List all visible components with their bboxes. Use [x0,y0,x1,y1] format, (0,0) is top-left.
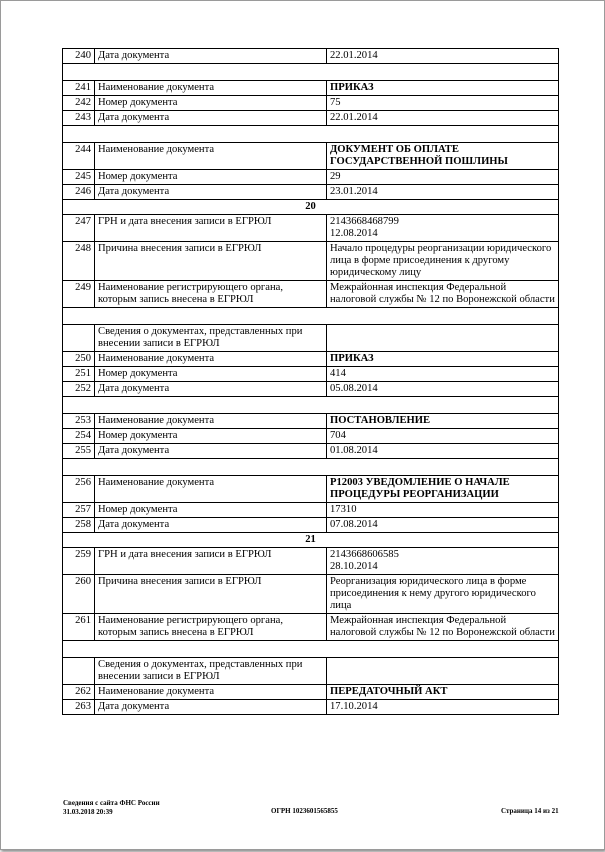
row-number: 250 [63,352,95,367]
row-value: 22.01.2014 [327,111,559,126]
row-value: 414 [327,367,559,382]
row-number: 263 [63,700,95,715]
table-row [63,476,559,503]
table-row [63,215,559,242]
row-value: 23.01.2014 [327,185,559,200]
docs-header-row [63,325,559,352]
table-row [63,281,559,308]
footer-ogrn: ОГРН 1023601565855 [271,807,338,815]
table-row [63,685,559,700]
row-label: Дата документа [95,382,327,397]
row-number: 249 [63,281,95,308]
row-value: 01.08.2014 [327,444,559,459]
table-row [63,548,559,575]
row-value: ПОСТАНОВЛЕНИЕ [327,414,559,429]
grn-value: 2143668468799 [330,216,399,227]
table-row [63,143,559,170]
row-value: 22.01.2014 [327,49,559,64]
section-number: 20 [63,200,559,215]
table-row [63,242,559,281]
spacer-row [63,308,559,325]
spacer-row [63,397,559,414]
row-number: 242 [63,96,95,111]
row-label: Наименование документа [95,414,327,429]
row-value: ПЕРЕДАТОЧНЫЙ АКТ [327,685,559,700]
row-number: 255 [63,444,95,459]
table-row [63,111,559,126]
row-label: Наименование документа [95,143,327,170]
row-label: Причина внесения записи в ЕГРЮЛ [95,575,327,614]
table-row [63,49,559,64]
row-value: Межрайонная инспекция Федеральной налоговой службы № 12 по Воронежской области [327,614,559,641]
table-row [63,352,559,367]
table-row [63,367,559,382]
grn-date: 12.08.2014 [330,228,378,239]
row-number: 253 [63,414,95,429]
row-number: 256 [63,476,95,503]
grn-date: 28.10.2014 [330,561,378,572]
docs-header-row [63,658,559,685]
row-label: Наименование регистрирующего органа, которым запись внесена в ЕГРЮЛ [95,614,327,641]
egrul-table [62,48,559,715]
row-number: 257 [63,503,95,518]
table-row [63,382,559,397]
row-label: Номер документа [95,96,327,111]
row-value: 07.08.2014 [327,518,559,533]
row-value: 17310 [327,503,559,518]
table-row [63,429,559,444]
row-label: Дата документа [95,444,327,459]
footer-datetime: 31.03.2018 20:39 [63,808,113,816]
row-value: ПРИКАЗ [327,352,559,367]
table-row [63,170,559,185]
row-label: Наименование документа [95,352,327,367]
row-number: 254 [63,429,95,444]
row-value: 29 [327,170,559,185]
row-number: 260 [63,575,95,614]
row-number: 245 [63,170,95,185]
row-label: Наименование документа [95,685,327,700]
section-row [63,200,559,215]
row-value [327,215,559,242]
row-number: 243 [63,111,95,126]
row-label: Причина внесения записи в ЕГРЮЛ [95,242,327,281]
table-row [63,96,559,111]
row-number: 244 [63,143,95,170]
spacer-row [63,641,559,658]
table-row [63,185,559,200]
row-value: 05.08.2014 [327,382,559,397]
row-label: Дата документа [95,518,327,533]
row-number: 240 [63,49,95,64]
row-number: 252 [63,382,95,397]
docs-header: Сведения о документах, представленных при внесении записи в ЕГРЮЛ [95,325,327,352]
row-label: Номер документа [95,503,327,518]
row-number: 246 [63,185,95,200]
footer-source [63,799,160,817]
row-number: 248 [63,242,95,281]
spacer-row [63,64,559,81]
row-label: Дата документа [95,49,327,64]
spacer-row [63,126,559,143]
row-number: 259 [63,548,95,575]
row-value: 704 [327,429,559,444]
table-row [63,503,559,518]
row-value [327,548,559,575]
row-label: ГРН и дата внесения записи в ЕГРЮЛ [95,215,327,242]
row-number: 261 [63,614,95,641]
table-row [63,700,559,715]
row-number: 251 [63,367,95,382]
docs-header: Сведения о документах, представленных при внесении записи в ЕГРЮЛ [95,658,327,685]
row-label: Наименование документа [95,476,327,503]
row-value: ПРИКАЗ [327,81,559,96]
table-row [63,414,559,429]
grn-value: 2143668606585 [330,549,399,560]
row-number: 241 [63,81,95,96]
row-label: Дата документа [95,700,327,715]
row-number: 258 [63,518,95,533]
row-value: 75 [327,96,559,111]
row-label: Наименование документа [95,81,327,96]
row-label: Дата документа [95,185,327,200]
section-row [63,533,559,548]
row-number: 262 [63,685,95,700]
row-value: Межрайонная инспекция Федеральной налоговой службы № 12 по Воронежской области [327,281,559,308]
row-label: Наименование регистрирующего органа, которым запись внесена в ЕГРЮЛ [95,281,327,308]
spacer-row [63,459,559,476]
row-value: Р12003 УВЕДОМЛЕНИЕ О НАЧАЛЕ ПРОЦЕДУРЫ РЕОРГАНИЗАЦИИ [327,476,559,503]
section-number: 21 [63,533,559,548]
table-row [63,614,559,641]
row-value: 17.10.2014 [327,700,559,715]
table-row [63,518,559,533]
row-value: Реорганизация юридического лица в форме присоединения к нему другого юридического лица [327,575,559,614]
row-value: Начало процедуры реорганизации юридического лица в форме присоединения к другому юридическому лицу [327,242,559,281]
footer-page-number: Страница 14 из 21 [501,807,559,815]
row-label: ГРН и дата внесения записи в ЕГРЮЛ [95,548,327,575]
row-label: Номер документа [95,429,327,444]
table-row [63,444,559,459]
row-label: Дата документа [95,111,327,126]
row-label: Номер документа [95,170,327,185]
row-number: 247 [63,215,95,242]
row-value: ДОКУМЕНТ ОБ ОПЛАТЕ ГОСУДАРСТВЕННОЙ ПОШЛИНЫ [327,143,559,170]
table-row [63,81,559,96]
row-label: Номер документа [95,367,327,382]
table-row [63,575,559,614]
footer-source-text: Сведения с сайта ФНС России [63,799,160,807]
